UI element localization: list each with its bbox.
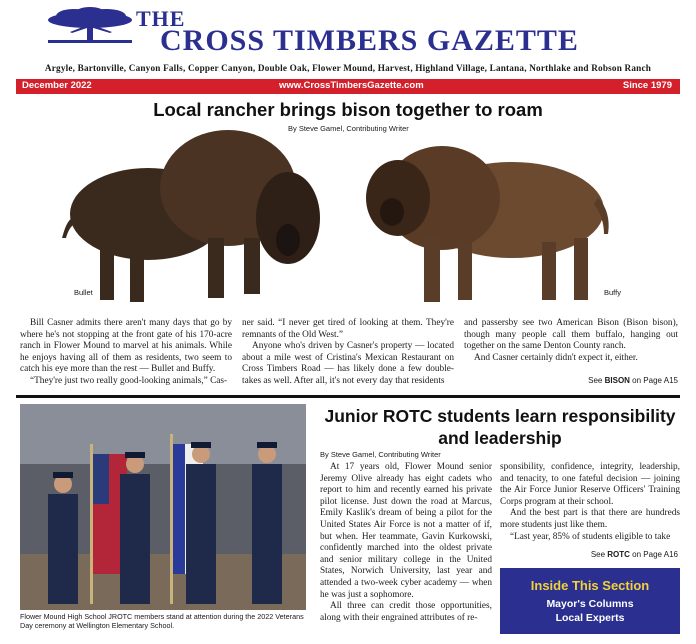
paragraph: ner said. “I never get tired of looking at them. They're remnants of the Old West.”: [242, 318, 454, 340]
story2-jump-link[interactable]: [591, 550, 678, 559]
story1-column-2: [242, 318, 454, 388]
paragraph: And Casner certainly didn't expect it, either.: [474, 352, 638, 363]
date-bar: [16, 79, 680, 94]
bison-image-bullet: [58, 126, 330, 310]
story2-column-2: [500, 462, 680, 543]
logo-tree-graphic: [44, 6, 136, 48]
masthead-title: CROSS TIMBERS GAZETTE: [160, 24, 579, 57]
inside-item[interactable]: Mayor's Columns: [546, 598, 634, 610]
story1-column-3: [464, 318, 678, 364]
paragraph: sponsibility, confidence, integrity, leadership, and tenacity, to one fateful decision — joining the Air Force Junior Reserve Officers' Training Corps program at their school.: [500, 462, 680, 507]
caption-bullet: Bullet: [74, 288, 93, 297]
website-link[interactable]: www.CrossTimbersGazette.com: [279, 80, 424, 91]
paragraph: Bill Casner admits there aren't many days that go by where he's not stopping at the front gate of his 170-acre ranch in Flower Mound to marvel at his animals. While he enjoys having all of them as residents, two seem to catch his eye more than the rest — Bullet and Buffy.: [20, 318, 232, 375]
masthead-the: THE: [136, 6, 186, 31]
inside-item[interactable]: Local Experts: [555, 612, 625, 624]
story2-headline: Junior ROTC students learn responsibility and leadership: [324, 406, 676, 448]
inside-title: Inside This Section: [530, 578, 650, 593]
paragraph: “They're just two really good-looking animals,” Cas-: [30, 375, 228, 386]
issue-date: December 2022: [22, 80, 92, 91]
paragraph: At 17 years old, Flower Mound senior Jeremy Olive already has eight cadets who report to him and recently earned his private pilot license. Just down the road at Marcus, Emily Kaslik's dream of being a pilot for the United States Air Force is not a matter of if, but when. Her teammate, Gavin Kurkowski, confidently marched into the oldest private and senior military college in the United States, Norwich University, last year and attended a two-week cyber academy — when he was just a sophomore.: [320, 462, 492, 600]
paragraph: and passersby see two American Bison (Bison bison), though many people call them buffalo, hanging out together on the same Denton County ranch.: [464, 318, 678, 352]
story2-column-1: [320, 462, 492, 624]
story1-jump-link[interactable]: [588, 376, 678, 385]
inside-section-box[interactable]: [500, 568, 680, 634]
jump-suffix: on Page A15: [629, 376, 678, 385]
bison-image-buffy: [362, 138, 614, 310]
jump-key: ROTC: [607, 550, 630, 559]
masthead-towns: Argyle, Bartonville, Canyon Falls, Copper Canyon, Double Oak, Flower Mound, Harvest, Highland Village, Lantana, Northlake and Robson Ranch: [44, 63, 652, 73]
section-divider: [16, 395, 680, 398]
jump-key: BISON: [604, 376, 630, 385]
story1-byline: By Steve Gamel, Contributing Writer: [288, 124, 409, 133]
jump-suffix: on Page A16: [629, 550, 678, 559]
paragraph: Anyone who's driven by Casner's property — located about a mile west of Cristina's Mexican Restaurant on Cross Timbers Road — has likely done a few double-takes as well. After all, it's not every day that residents: [242, 341, 454, 386]
jrotc-photo-caption: Flower Mound High School JROTC members stand at attention during the 2022 Veterans Day ceremony at Wellington Elementary School.: [20, 612, 304, 630]
caption-buffy: Buffy: [604, 288, 621, 297]
paragraph: And the best part is that there are hundreds more students just like them.: [500, 508, 680, 530]
since-label: Since 1979: [622, 80, 672, 91]
jump-prefix: See: [590, 550, 608, 559]
jrotc-photo: [20, 404, 306, 610]
story2-byline: By Steve Gamel, Contributing Writer: [320, 450, 441, 459]
jump-prefix: See: [588, 376, 605, 385]
story1-headline: Local rancher brings bison together to roam: [153, 99, 543, 120]
paragraph: All three can credit those opportunities, along with their engrained attributes of re-: [320, 601, 492, 623]
paragraph: “Last year, 85% of students eligible to take: [510, 531, 671, 542]
story1-column-1: [20, 318, 232, 388]
